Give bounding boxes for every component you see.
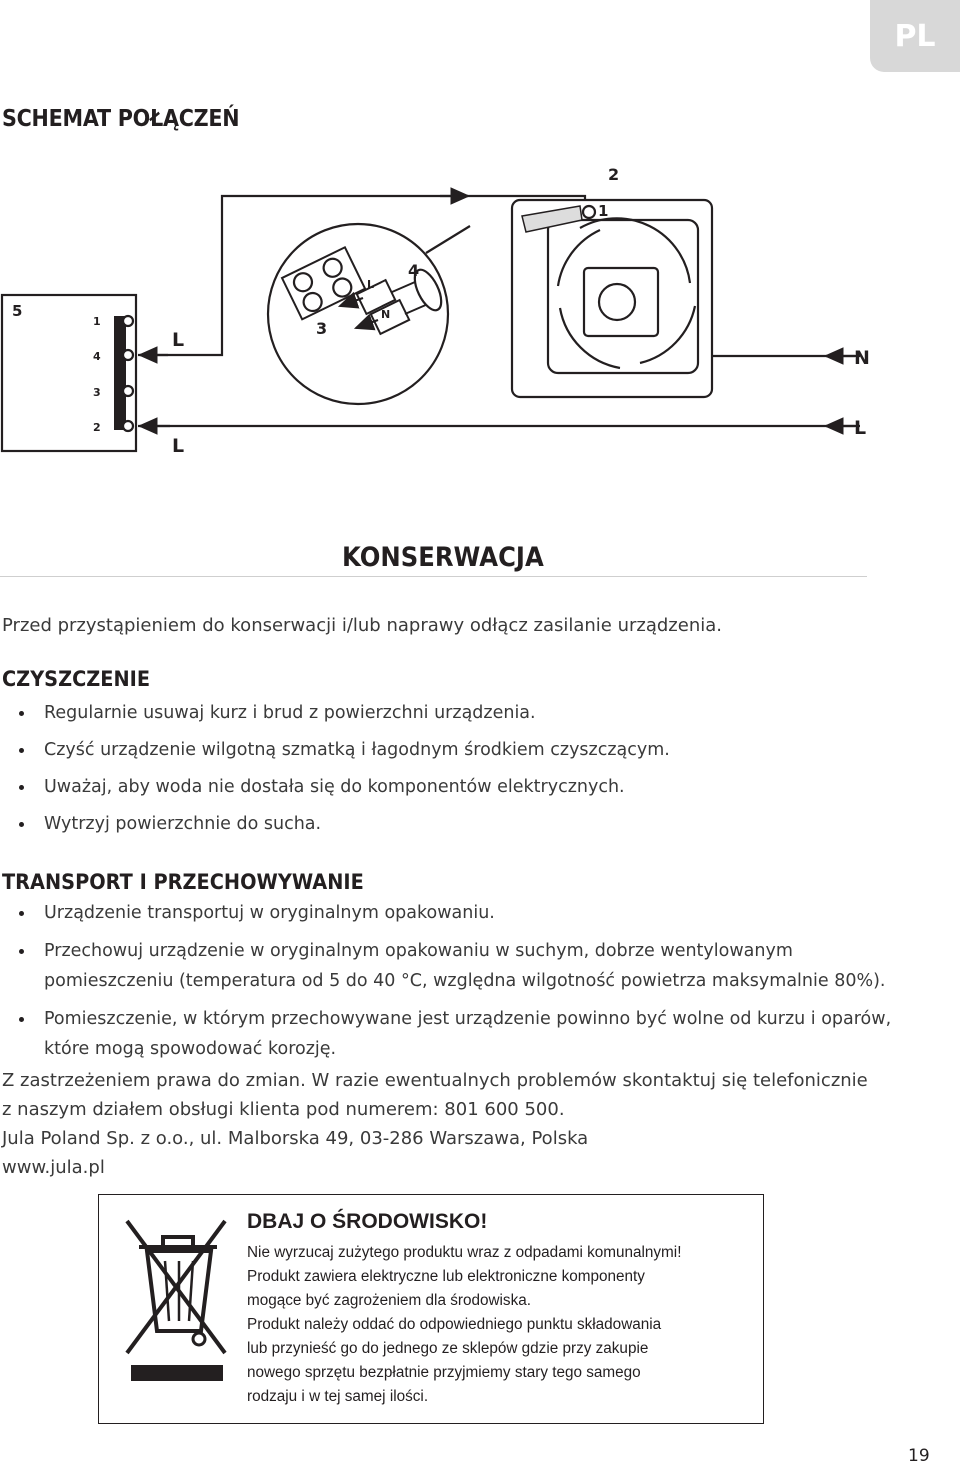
list-item: Pomieszczenie, w którym przechowywane jest urządzenie powinno być wolne od kurzu i oparów, które mogą spowodować korozję. xyxy=(0,1004,880,1064)
list-item: Czyść urządzenie wilgotną szmatką i łagodnym środkiem czyszczącym. xyxy=(0,735,880,765)
transport-list xyxy=(0,898,892,1072)
environment-line: rodzaju i w tej samej ilości. xyxy=(247,1388,429,1405)
label-2: 2 xyxy=(608,165,620,184)
label-L-switch: L xyxy=(172,329,185,351)
list-item: Regularnie usuwaj kurz i brud z powierzchni urządzenia. xyxy=(0,698,880,728)
label-N: N xyxy=(854,347,870,369)
environment-title: DBAJ O ŚRODOWISKO! xyxy=(247,1210,488,1233)
wiring-diagram xyxy=(0,158,875,468)
svg-text:2: 2 xyxy=(93,421,101,434)
contact-block xyxy=(2,1066,868,1182)
environment-line: Nie wyrzucaj zużytego produktu wraz z odpadami komunalnymi! xyxy=(247,1244,682,1261)
list-item: Urządzenie transportuj w oryginalnym opakowaniu. xyxy=(0,898,880,928)
list-item: Przechowuj urządzenie w oryginalnym opakowaniu w suchym, dobrze wentylowanym pomieszczeniu (temperatura od 5 do 40 °C, względna wilgotność powietrza maksymalnie 80%). xyxy=(0,936,880,996)
environment-line: lub przynieść go do jednego ze sklepów gdzie przy zakupie xyxy=(247,1340,649,1357)
list-item: Wytrzyj powierzchnie do sucha. xyxy=(0,809,880,839)
list-item: Uważaj, aby woda nie dostała się do komponentów elektrycznych. xyxy=(0,772,880,802)
environment-line: Produkt należy oddać do odpowiedniego punktu składowania xyxy=(247,1316,662,1333)
cleaning-list xyxy=(0,698,880,846)
svg-text:N: N xyxy=(381,308,391,321)
svg-text:4: 4 xyxy=(93,350,101,363)
language-tab: PL xyxy=(870,0,960,72)
svg-text:L: L xyxy=(367,278,375,291)
transport-title: TRANSPORT I PRZECHOWYWANIE xyxy=(2,870,364,894)
svg-text:1: 1 xyxy=(93,315,101,328)
weee-crossed-bin-icon xyxy=(121,1213,231,1383)
contact-line: Z zastrzeżeniem prawa do zmian. W razie ewentualnych problemów skontaktuj się telefonicznie xyxy=(2,1070,868,1091)
maintenance-intro: Przed przystąpieniem do konserwacji i/lub naprawy odłącz zasilanie urządzenia. xyxy=(2,615,722,636)
contact-line: z naszym działem obsługi klienta pod numerem: 801 600 500. xyxy=(2,1099,565,1120)
label-L-bottom: L xyxy=(172,435,185,457)
label-L-right: L xyxy=(854,417,867,439)
label-5: 5 xyxy=(12,302,23,320)
wiring-section-title: SCHEMAT POŁĄCZEŃ xyxy=(2,106,240,132)
environment-notice xyxy=(98,1194,764,1424)
environment-text xyxy=(247,1241,681,1409)
title-rule xyxy=(0,576,867,577)
environment-line: mogące być zagrożeniem dla środowiska. xyxy=(247,1292,531,1309)
label-1: 1 xyxy=(598,202,609,220)
contact-address: Jula Poland Sp. z o.o., ul. Malborska 49, 03-286 Warszawa, Polska xyxy=(2,1128,589,1149)
cleaning-title: CZYSZCZENIE xyxy=(2,667,151,691)
contact-website: www.jula.pl xyxy=(2,1157,105,1178)
page-number: 19 xyxy=(908,1446,930,1466)
svg-text:3: 3 xyxy=(93,386,101,399)
label-3: 3 xyxy=(316,319,328,338)
label-4: 4 xyxy=(408,261,420,280)
environment-line: Produkt zawiera elektryczne lub elektroniczne komponenty xyxy=(247,1268,645,1285)
environment-line: nowego sprzętu bezpłatnie przyjmiemy stary tego samego xyxy=(247,1364,641,1381)
zoom-detail xyxy=(268,224,448,404)
maintenance-title: KONSERWACJA xyxy=(342,542,544,573)
